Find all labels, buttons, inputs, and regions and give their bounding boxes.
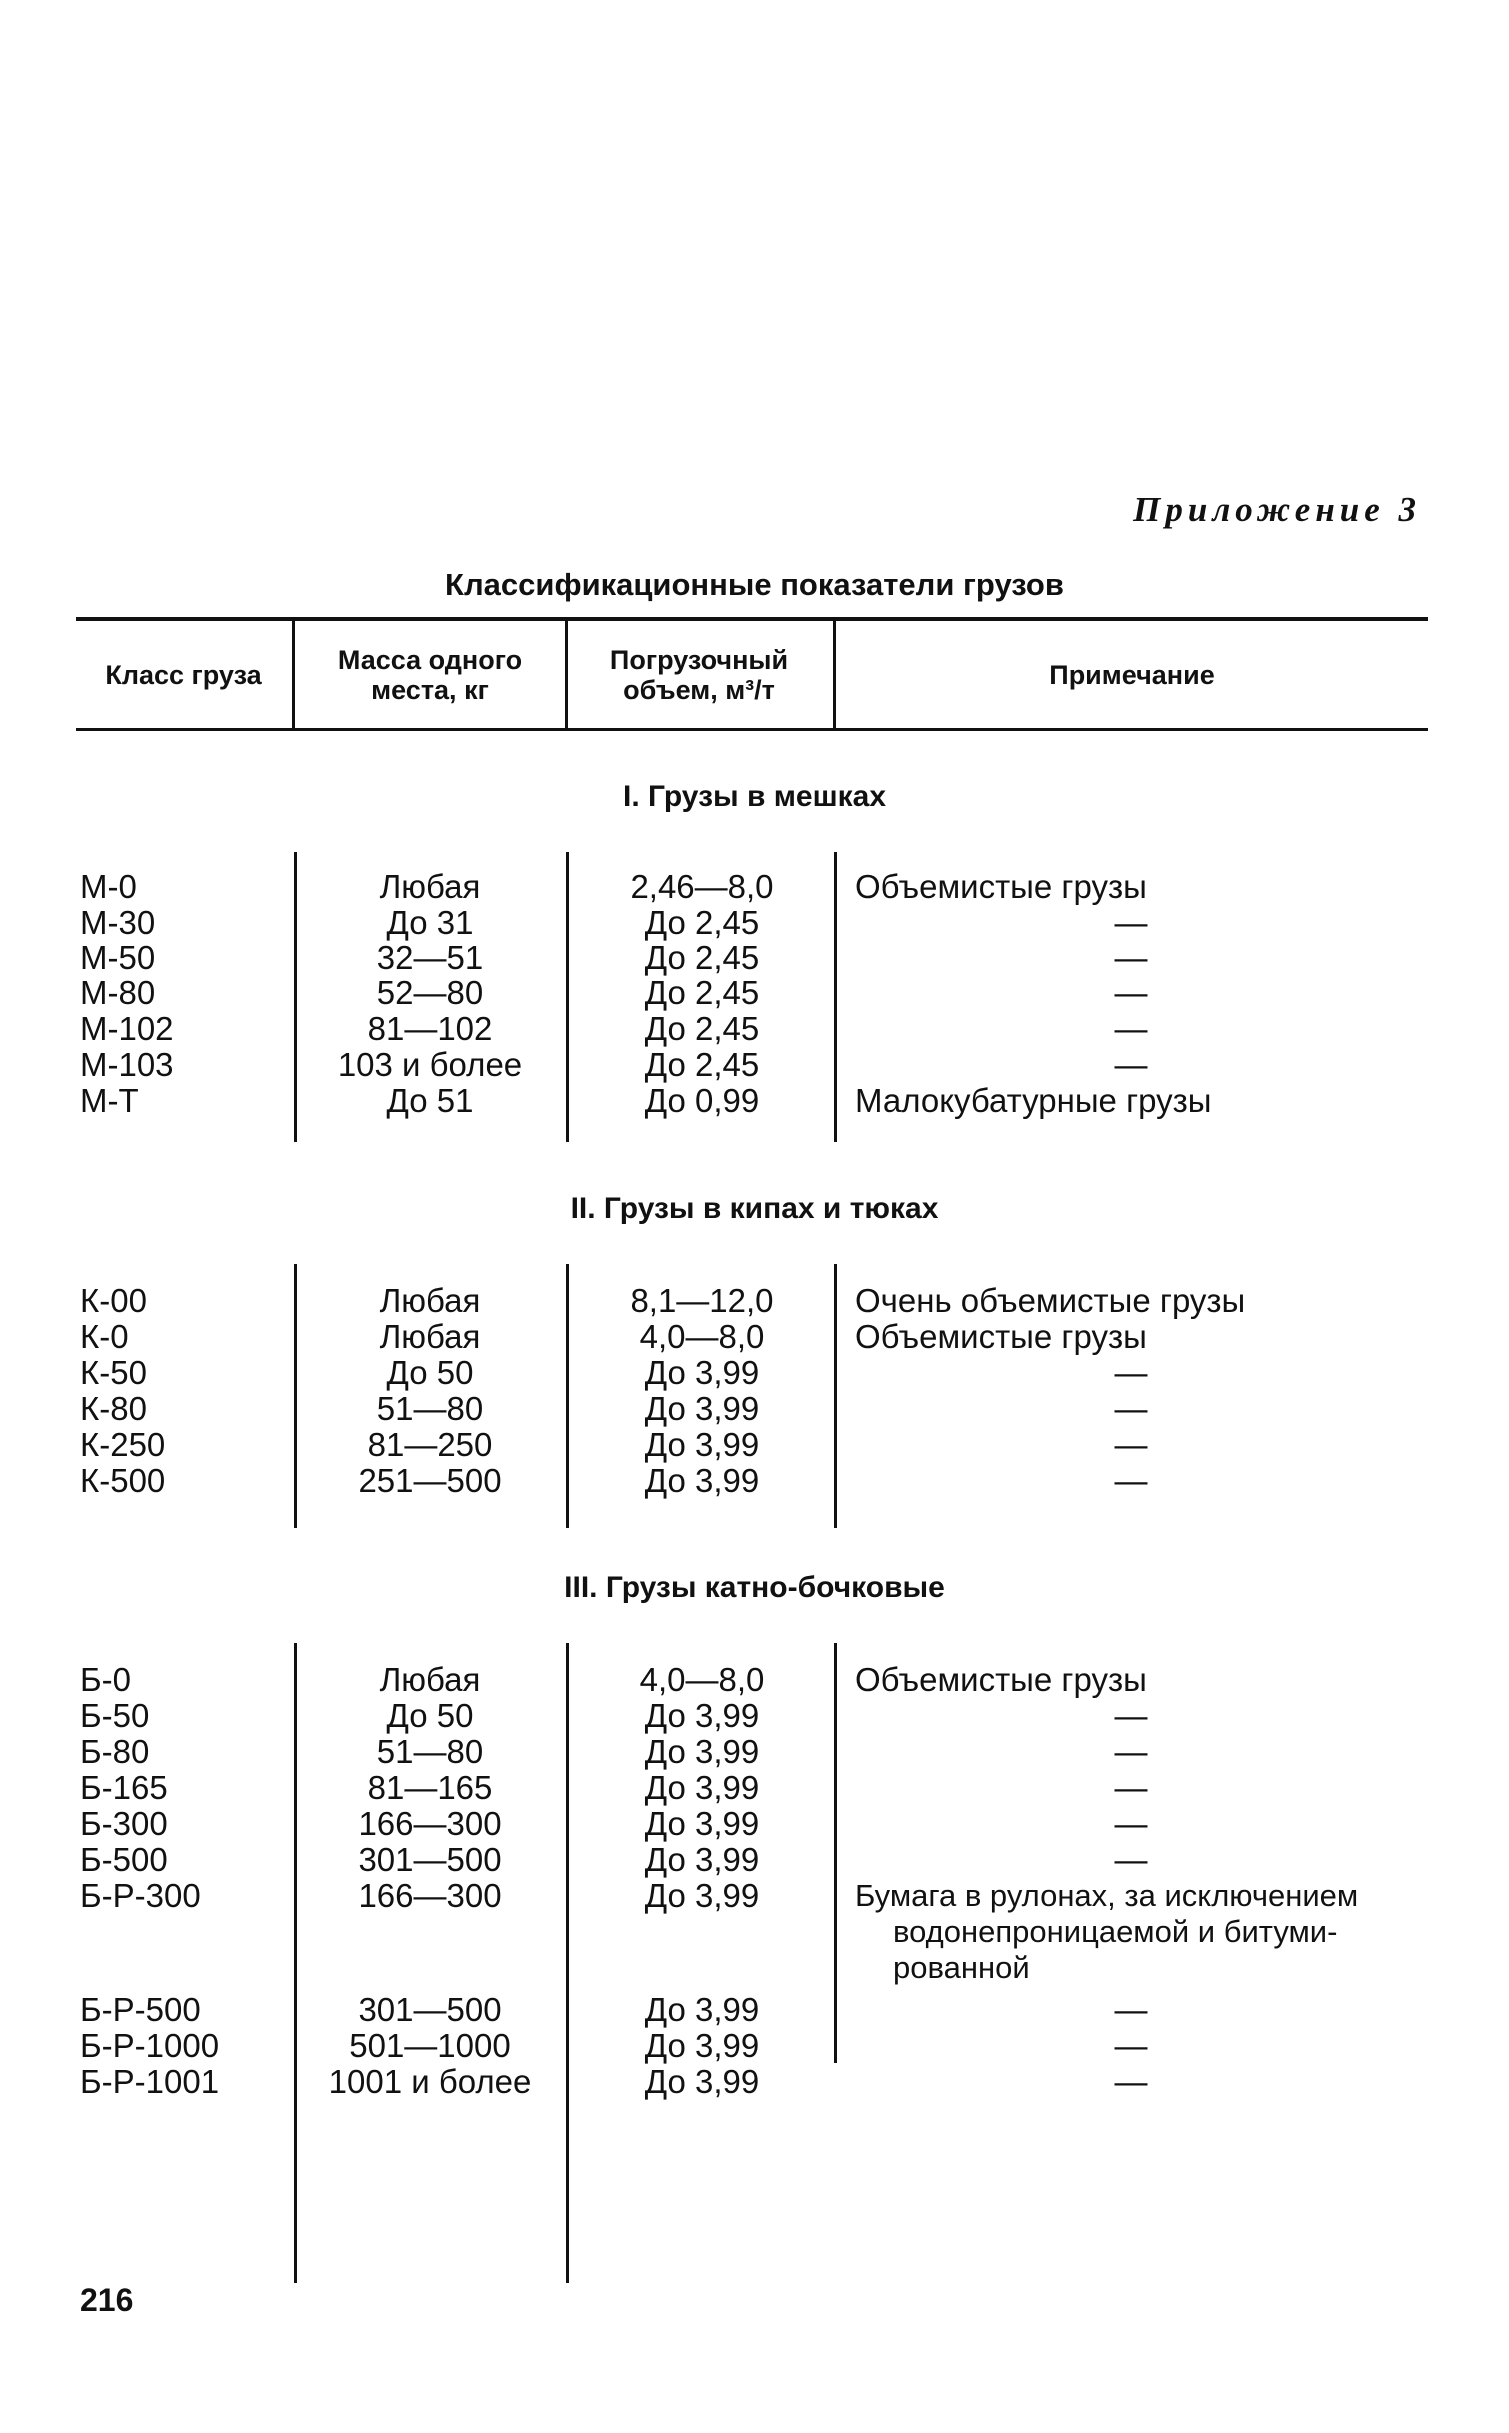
cell-note: — bbox=[1114, 1046, 1148, 1083]
cell-class: Б-165 bbox=[80, 1769, 168, 1806]
cell-mass: 1001 и более bbox=[328, 2063, 532, 2100]
table-title: Классификационные показатели грузов bbox=[445, 567, 1064, 602]
cell-note: — bbox=[1114, 1697, 1148, 1734]
cell-note: — bbox=[1114, 1426, 1148, 1463]
cell-mass: 51—80 bbox=[376, 1733, 484, 1770]
header-divider bbox=[833, 621, 836, 728]
cell-mass: Любая bbox=[379, 1661, 481, 1698]
section-title: III. Грузы катно-бочковые bbox=[564, 1571, 945, 1604]
table-row bbox=[0, 1283, 1509, 1319]
table-row bbox=[0, 1842, 1509, 1878]
cell-mass: До 51 bbox=[386, 1082, 474, 1119]
cell-class: М-103 bbox=[80, 1046, 174, 1083]
cell-mass: До 50 bbox=[386, 1697, 474, 1734]
cell-class: К-0 bbox=[80, 1318, 129, 1355]
cell-note: — bbox=[1114, 2063, 1148, 2100]
table-row bbox=[0, 1806, 1509, 1842]
cell-note: — bbox=[1114, 1841, 1148, 1878]
cell-mass: 81—250 bbox=[367, 1426, 493, 1463]
cell-note: — bbox=[1114, 904, 1148, 941]
cell-mass: 501—1000 bbox=[349, 2027, 511, 2064]
cell-class: Б-Р-1001 bbox=[80, 2063, 220, 2100]
cell-note: — bbox=[1114, 1733, 1148, 1770]
cell-note: — bbox=[1114, 1354, 1148, 1391]
cell-mass: 103 и более bbox=[337, 1046, 523, 1083]
cell-volume: До 2,45 bbox=[644, 974, 760, 1011]
table-row bbox=[0, 1878, 1509, 1914]
cell-note: Бумага в рулонах, за исключением bbox=[855, 1878, 1359, 1913]
page-number: 216 bbox=[80, 2282, 134, 2318]
cell-note: — bbox=[1114, 1462, 1148, 1499]
cell-volume: 4,0—8,0 bbox=[639, 1318, 765, 1355]
cell-volume: До 3,99 bbox=[644, 1805, 760, 1842]
table-row bbox=[0, 1698, 1509, 1734]
table-row bbox=[0, 1427, 1509, 1463]
cell-class: М-30 bbox=[80, 904, 156, 941]
section-title: I. Грузы в мешках bbox=[623, 780, 886, 813]
cell-class: М-50 bbox=[80, 939, 156, 976]
cell-volume: До 3,99 bbox=[644, 1354, 760, 1391]
table-row bbox=[0, 2064, 1509, 2100]
cell-volume: 8,1—12,0 bbox=[630, 1282, 774, 1319]
table-row bbox=[0, 1463, 1509, 1499]
cell-volume: До 2,45 bbox=[644, 904, 760, 941]
cell-mass: 301—500 bbox=[358, 1991, 502, 2028]
cell-mass: 32—51 bbox=[376, 939, 484, 976]
cell-note: Очень объемистые грузы bbox=[855, 1282, 1246, 1319]
cell-volume: До 3,99 bbox=[644, 1991, 760, 2028]
cell-note: Объемистые грузы bbox=[855, 868, 1147, 905]
cell-note: — bbox=[1114, 1390, 1148, 1427]
cell-volume: До 3,99 bbox=[644, 1841, 760, 1878]
cell-volume: До 3,99 bbox=[644, 1733, 760, 1770]
cell-class: Б-Р-1000 bbox=[80, 2027, 220, 2064]
table-row bbox=[0, 1047, 1509, 1083]
cell-volume: До 2,45 bbox=[644, 1046, 760, 1083]
table-row bbox=[0, 905, 1509, 941]
cell-volume: До 3,99 bbox=[644, 2027, 760, 2064]
header-bottom-rule bbox=[76, 728, 1428, 731]
cell-volume: До 0,99 bbox=[644, 1082, 760, 1119]
cell-mass: Любая bbox=[379, 868, 481, 905]
table-row bbox=[0, 1319, 1509, 1355]
cell-volume: До 2,45 bbox=[644, 1010, 760, 1047]
cell-class: К-80 bbox=[80, 1390, 147, 1427]
cell-class: Б-50 bbox=[80, 1697, 150, 1734]
cell-class: Б-500 bbox=[80, 1841, 168, 1878]
cell-mass: 301—500 bbox=[358, 1841, 502, 1878]
cell-mass: 51—80 bbox=[376, 1390, 484, 1427]
cell-mass: Любая bbox=[379, 1318, 481, 1355]
cell-volume: До 3,99 bbox=[644, 1426, 760, 1463]
header-divider bbox=[565, 621, 568, 728]
header-mass: Масса одного места, кг bbox=[337, 645, 523, 705]
cell-note: Объемистые грузы bbox=[855, 1661, 1147, 1698]
cell-mass: 81—165 bbox=[367, 1769, 493, 1806]
cell-note: — bbox=[1114, 974, 1148, 1011]
table-row bbox=[0, 975, 1509, 1011]
cell-volume: До 2,45 bbox=[644, 939, 760, 976]
header-volume: Погрузочный объем, м³/т bbox=[609, 645, 789, 705]
cell-mass: До 31 bbox=[386, 904, 474, 941]
cell-class: К-50 bbox=[80, 1354, 147, 1391]
cell-note: — bbox=[1114, 1991, 1148, 2028]
table-row bbox=[0, 1770, 1509, 1806]
cell-note: Малокубатурные грузы bbox=[855, 1082, 1212, 1119]
table-row bbox=[0, 1011, 1509, 1047]
cell-note: Объемистые грузы bbox=[855, 1318, 1147, 1355]
cell-class: Б-0 bbox=[80, 1661, 131, 1698]
cell-volume: 4,0—8,0 bbox=[639, 1661, 765, 1698]
cell-mass: 81—102 bbox=[367, 1010, 493, 1047]
table-row bbox=[0, 1662, 1509, 1698]
header-divider bbox=[292, 621, 295, 728]
cell-mass: Любая bbox=[379, 1282, 481, 1319]
cell-volume: До 3,99 bbox=[644, 1462, 760, 1499]
section-title: II. Грузы в кипах и тюках bbox=[570, 1192, 939, 1225]
cell-class: М-Т bbox=[80, 1082, 139, 1119]
cell-volume: До 3,99 bbox=[644, 2063, 760, 2100]
cell-class: К-250 bbox=[80, 1426, 166, 1463]
cell-volume: До 3,99 bbox=[644, 1769, 760, 1806]
cell-volume: До 3,99 bbox=[644, 1877, 760, 1914]
header-top-rule bbox=[76, 617, 1428, 621]
cell-class: Б-Р-500 bbox=[80, 1991, 201, 2028]
cell-note: — bbox=[1114, 1805, 1148, 1842]
table-row bbox=[0, 1083, 1509, 1119]
cell-class: Б-300 bbox=[80, 1805, 168, 1842]
cell-class: М-0 bbox=[80, 868, 137, 905]
cell-volume: 2,46—8,0 bbox=[630, 868, 774, 905]
cell-mass: 166—300 bbox=[358, 1805, 502, 1842]
cell-volume: До 3,99 bbox=[644, 1697, 760, 1734]
table-row bbox=[0, 1355, 1509, 1391]
header-class: Класс груза bbox=[105, 660, 262, 690]
header-note: Примечание bbox=[1049, 660, 1215, 690]
cell-mass: 166—300 bbox=[358, 1877, 502, 1914]
cell-class: Б-80 bbox=[80, 1733, 150, 1770]
cell-note: — bbox=[1114, 2027, 1148, 2064]
cell-mass: До 50 bbox=[386, 1354, 474, 1391]
cell-class: М-80 bbox=[80, 974, 156, 1011]
cell-note: — bbox=[1114, 1769, 1148, 1806]
cell-note: — bbox=[1114, 939, 1148, 976]
cell-class: К-500 bbox=[80, 1462, 166, 1499]
cell-class: М-102 bbox=[80, 1010, 174, 1047]
cell-mass: 52—80 bbox=[376, 974, 484, 1011]
cell-mass: 251—500 bbox=[358, 1462, 502, 1499]
table-row bbox=[0, 869, 1509, 905]
table-row bbox=[0, 1391, 1509, 1427]
cell-class: Б-Р-300 bbox=[80, 1877, 201, 1914]
note-continuation: рованной bbox=[893, 1950, 1030, 1985]
cell-volume: До 3,99 bbox=[644, 1390, 760, 1427]
table-row bbox=[0, 1734, 1509, 1770]
cell-class: К-00 bbox=[80, 1282, 147, 1319]
table-row bbox=[0, 940, 1509, 976]
table-row bbox=[0, 1992, 1509, 2028]
appendix-label: Приложение 3 bbox=[1133, 490, 1421, 529]
table-row bbox=[0, 2028, 1509, 2064]
note-continuation: водонепроницаемой и битуми- bbox=[893, 1914, 1338, 1949]
cell-note: — bbox=[1114, 1010, 1148, 1047]
